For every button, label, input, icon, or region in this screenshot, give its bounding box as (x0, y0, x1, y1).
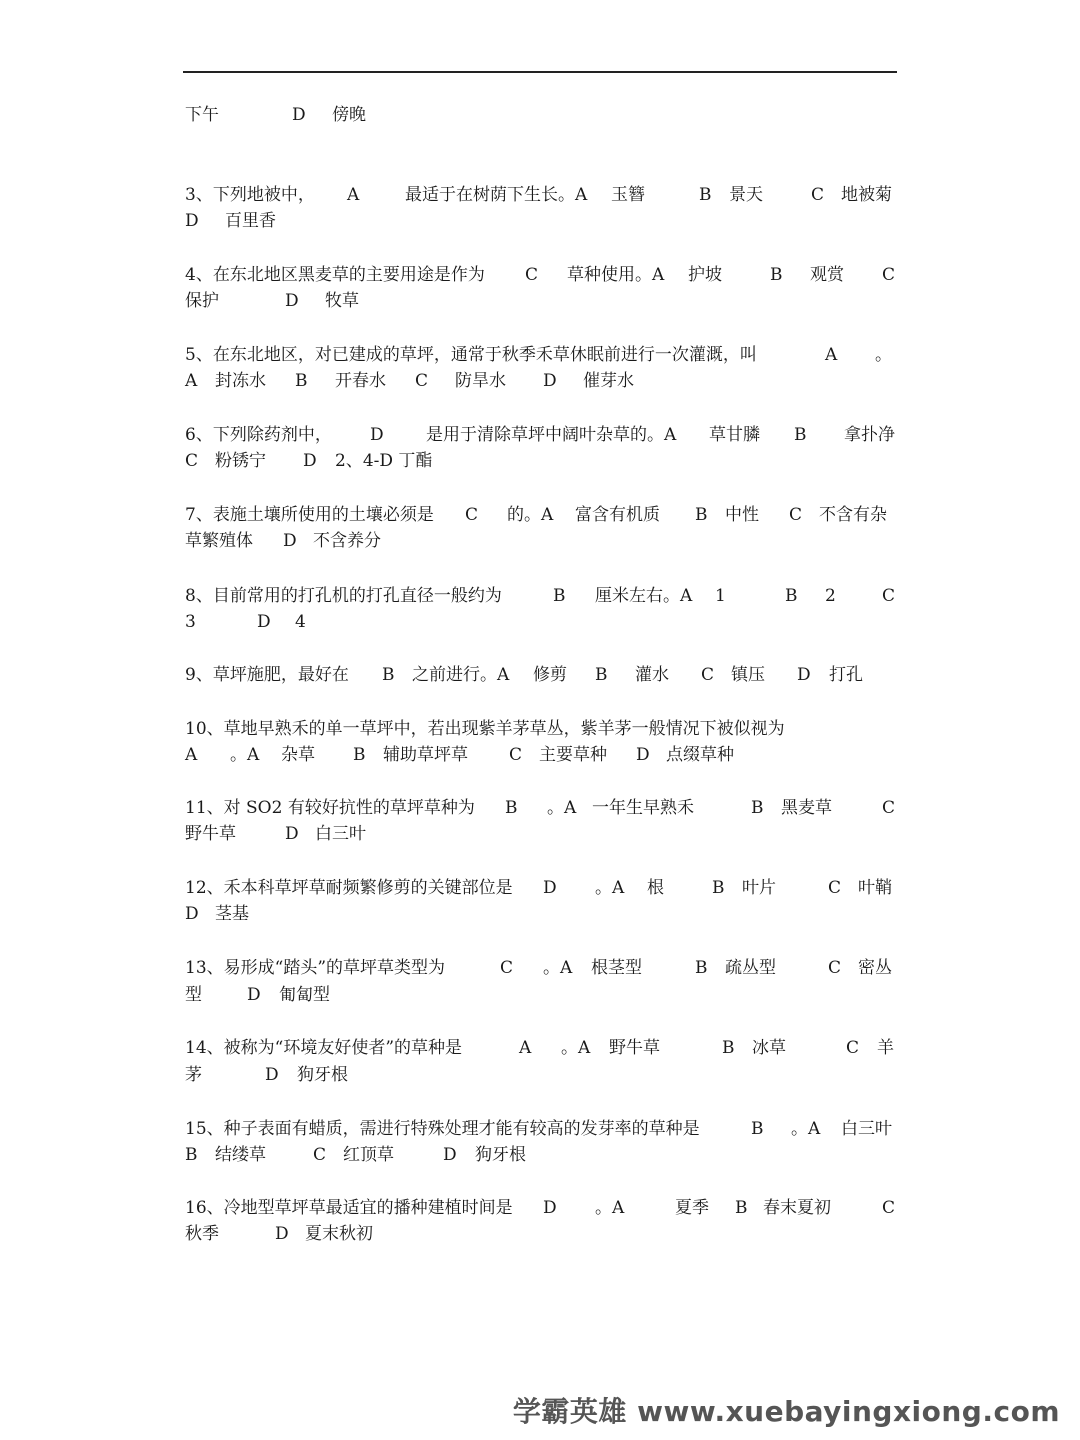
text-line (185, 1116, 897, 1142)
text-line (185, 1221, 897, 1247)
text-segment: B (553, 586, 566, 606)
text-segment: 羊 (877, 1038, 894, 1058)
text-segment: 灌水 (635, 665, 669, 685)
text-segment: D (185, 904, 199, 924)
text-segment: 根 (647, 878, 664, 898)
text-segment: D (443, 1145, 457, 1165)
text-segment: 8、目前常用的打孔机的打孔直径一般约为 (185, 586, 502, 606)
text-line (185, 422, 897, 448)
text-segment: D (292, 105, 306, 125)
text-segment: 厘米左右。A (595, 586, 693, 606)
text-segment: 12、禾本科草坪草耐频繁修剪的关键部位是 (185, 878, 513, 898)
text-segment: A (347, 185, 360, 205)
text-segment: 草种使用。A (567, 265, 665, 285)
text-line (185, 102, 897, 128)
text-segment: 3、下列地被中， (185, 185, 315, 205)
text-segment: 护坡 (688, 265, 722, 285)
text-line (185, 528, 897, 554)
text-segment: 中性 (725, 505, 759, 525)
text-line (185, 262, 897, 288)
text-line (185, 1195, 897, 1221)
text-segment: C (828, 878, 842, 898)
text-segment: 最适于在树荫下生长。A (405, 185, 588, 205)
text-segment: C (701, 665, 715, 685)
text-segment: 结缕草 (215, 1145, 266, 1165)
text-segment: B (751, 798, 764, 818)
text-segment: 7、表施土壤所使用的土壤必须是 (185, 505, 434, 525)
text-segment: 百里香 (225, 211, 276, 231)
text-segment: 景天 (729, 185, 763, 205)
text-segment: 叶鞘 (858, 878, 892, 898)
text-segment: B (735, 1198, 748, 1218)
text-segment: D (283, 531, 297, 551)
text-segment: 打孔 (829, 665, 863, 685)
text-segment: B (695, 505, 708, 525)
text-segment: 一年生早熟禾 (592, 798, 694, 818)
text-segment: B (382, 665, 395, 685)
text-segment: B (785, 586, 798, 606)
text-segment: A (185, 371, 198, 391)
text-segment: C (882, 265, 896, 285)
text-segment: 修剪 (533, 665, 567, 685)
text-segment: D (543, 371, 557, 391)
text-segment: 封冻水 (215, 371, 266, 391)
text-segment: B (295, 371, 308, 391)
text-segment: 白三叶 (315, 824, 366, 844)
text-segment: D (285, 291, 299, 311)
text-segment: 野牛草 (609, 1038, 660, 1058)
text-segment: D (185, 211, 199, 231)
text-segment: B (505, 798, 518, 818)
text-segment: C (846, 1038, 860, 1058)
text-segment: 。A (230, 745, 260, 765)
text-segment: 保护 (185, 291, 219, 311)
text-segment: C (828, 958, 842, 978)
text-line (185, 1142, 897, 1168)
text-line (185, 955, 897, 981)
text-line (185, 662, 897, 688)
text-segment: C (811, 185, 825, 205)
text-segment: 粉锈宁 (215, 451, 266, 471)
text-segment: C (882, 1198, 896, 1218)
text-segment: B (353, 745, 366, 765)
text-segment: 辅助草坪草 (383, 745, 468, 765)
text-segment: 夏季 (675, 1198, 709, 1218)
text-segment: 野牛草 (185, 824, 236, 844)
text-segment: D (303, 451, 317, 471)
text-segment: 催芽水 (583, 371, 634, 391)
text-segment: 镇压 (731, 665, 765, 685)
text-line (185, 716, 897, 742)
text-segment: C (525, 265, 539, 285)
text-segment: 疏丛型 (725, 958, 776, 978)
text-line (185, 288, 897, 314)
text-segment: 之前进行。A (412, 665, 510, 685)
text-segment: 牧草 (325, 291, 359, 311)
text-segment: B (751, 1119, 764, 1139)
text-segment: 草甘膦 (709, 425, 760, 445)
text-segment: 叶片 (742, 878, 776, 898)
text-segment: D (636, 745, 650, 765)
text-segment: C (500, 958, 514, 978)
text-segment: 点缀草种 (666, 745, 734, 765)
text-line (185, 1035, 897, 1061)
text-line (185, 368, 897, 394)
text-segment: C (185, 451, 199, 471)
text-segment: 红顶草 (343, 1145, 394, 1165)
text-segment: B (770, 265, 783, 285)
text-segment: 夏末秋初 (305, 1224, 373, 1244)
text-segment: 11、对 SO2 有较好抗性的草坪草种为 (185, 798, 475, 818)
text-segment: C (509, 745, 523, 765)
text-segment: 地被菊 (841, 185, 892, 205)
text-segment: 3 (185, 612, 196, 632)
text-segment: 匍匐型 (279, 985, 330, 1005)
text-line (185, 502, 897, 528)
text-segment: 的。A (507, 505, 554, 525)
text-line (185, 208, 897, 234)
text-segment: 黑麦草 (781, 798, 832, 818)
text-segment: 14、被称为“环境友好使者”的草种是 (185, 1038, 463, 1058)
text-segment: 2 (825, 586, 836, 606)
text-line (185, 821, 897, 847)
header-rule (183, 71, 897, 73)
text-segment: B (712, 878, 725, 898)
text-segment: B (595, 665, 608, 685)
text-segment: B (699, 185, 712, 205)
text-segment: C (415, 371, 429, 391)
text-line (185, 448, 897, 474)
text-segment: 。A (791, 1119, 821, 1139)
text-segment: 2、4-D 丁酯 (335, 451, 433, 471)
text-line (185, 901, 897, 927)
text-segment: 。A (561, 1038, 591, 1058)
text-segment: D (370, 425, 384, 445)
text-segment: 5、在东北地区，对已建成的草坪，通常于秋季禾草休眠前进行一次灌溉，叫 (185, 345, 757, 365)
text-line (185, 182, 897, 208)
text-segment: 狗牙根 (297, 1065, 348, 1085)
text-segment: 秋季 (185, 1224, 219, 1244)
text-segment: B (794, 425, 807, 445)
text-segment: 6、下列除药剂中， (185, 425, 332, 445)
text-line (185, 795, 897, 821)
text-segment: 不含有杂 (819, 505, 887, 525)
text-segment: B (185, 1145, 198, 1165)
text-segment: 傍晚 (332, 105, 366, 125)
text-segment: 9、草坪施肥，最好在 (185, 665, 349, 685)
text-segment: 玉簪 (611, 185, 645, 205)
text-segment: 。A (547, 798, 577, 818)
text-segment: 主要草种 (539, 745, 607, 765)
text-segment: C (465, 505, 479, 525)
text-line (185, 609, 897, 635)
text-segment: 4 (295, 612, 306, 632)
text-segment: 。 (875, 345, 892, 365)
text-segment: 。A (543, 958, 573, 978)
text-segment: 4、在东北地区黑麦草的主要用途是作为 (185, 265, 485, 285)
text-segment: 茎基 (215, 904, 249, 924)
text-segment: 15、种子表面有蜡质，需进行特殊处理才能有较高的发芽率的草种是 (185, 1119, 700, 1139)
text-segment: 不含养分 (313, 531, 381, 551)
text-segment: 防旱水 (455, 371, 506, 391)
text-segment: D (797, 665, 811, 685)
text-segment: C (313, 1145, 327, 1165)
text-segment: 春末夏初 (763, 1198, 831, 1218)
text-segment: 型 (185, 985, 202, 1005)
text-line (185, 1062, 897, 1088)
text-segment: C (882, 586, 896, 606)
text-segment: A (519, 1038, 532, 1058)
text-segment: 杂草 (281, 745, 315, 765)
text-segment: B (722, 1038, 735, 1058)
text-segment: 根茎型 (591, 958, 642, 978)
text-segment: 。A (595, 878, 625, 898)
text-segment: 开春水 (335, 371, 386, 391)
text-segment: 草繁殖体 (185, 531, 253, 551)
text-segment: 密丛 (858, 958, 892, 978)
text-segment: 白三叶 (841, 1119, 892, 1139)
text-segment: D (543, 878, 557, 898)
text-line (185, 583, 897, 609)
text-segment: B (695, 958, 708, 978)
text-line (185, 982, 897, 1008)
text-segment: 拿扑净 (844, 425, 895, 445)
text-segment: 狗牙根 (475, 1145, 526, 1165)
text-segment: 富含有机质 (575, 505, 660, 525)
text-segment: A (185, 745, 198, 765)
text-segment: 13、易形成“踏头”的草坪草类型为 (185, 958, 446, 978)
text-segment: 茅 (185, 1065, 202, 1085)
text-segment: C (882, 798, 896, 818)
text-segment: 是用于清除草坪中阔叶杂草的。A (426, 425, 677, 445)
text-segment: D (543, 1198, 557, 1218)
text-line (185, 875, 897, 901)
text-segment: 。A (595, 1198, 625, 1218)
text-segment: 1 (715, 586, 726, 606)
text-segment: 观赏 (810, 265, 844, 285)
text-segment: A (825, 345, 838, 365)
text-segment: 下午 (185, 105, 219, 125)
text-segment: D (265, 1065, 279, 1085)
text-segment: 16、冷地型草坪草最适宜的播种建植时间是 (185, 1198, 513, 1218)
text-segment: 冰草 (752, 1038, 786, 1058)
text-segment: D (285, 824, 299, 844)
text-segment: C (789, 505, 803, 525)
text-line (185, 342, 897, 368)
site-watermark: 学霸英雄 www.xuebayingxiong.com (512, 1395, 1060, 1428)
text-segment: D (257, 612, 271, 632)
text-segment: 10、草地早熟禾的单一草坪中，若出现紫羊茅草丛，紫羊茅一般情况下被似视为 (185, 719, 785, 739)
text-line (185, 742, 897, 768)
text-segment: D (247, 985, 261, 1005)
text-segment: D (275, 1224, 289, 1244)
